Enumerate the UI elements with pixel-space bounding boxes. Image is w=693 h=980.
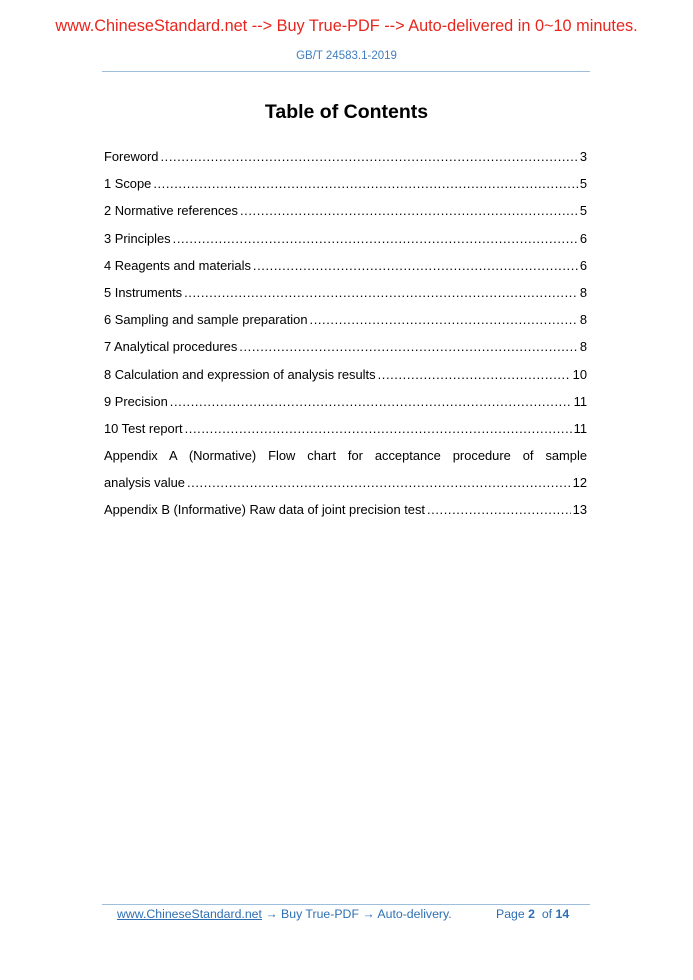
toc-entry-label: 5 Instruments: [104, 284, 183, 300]
toc-entry-reagents[interactable]: [104, 252, 587, 279]
toc-entry-principles[interactable]: [104, 225, 587, 252]
dot-leader: [184, 279, 578, 306]
toc-entry-label: 6 Sampling and sample preparation: [104, 312, 308, 328]
table-of-contents: [104, 143, 587, 524]
toc-entry-scope[interactable]: [104, 170, 587, 197]
toc-entry-page: 6: [579, 257, 587, 273]
dot-leader: [173, 225, 578, 252]
dot-leader: [239, 333, 578, 360]
toc-entry-appendix-a[interactable]: [104, 442, 587, 496]
toc-entry-continuation: [104, 469, 587, 496]
toc-entry-instruments[interactable]: [104, 279, 587, 306]
toc-entry-page: 8: [579, 312, 587, 328]
page-total: 14: [555, 907, 570, 921]
footer-site-link[interactable]: www.ChineseStandard.net: [117, 907, 262, 921]
footer-tagline: → Buy True-PDF → Auto-delivery.: [261, 907, 452, 921]
page-of: of: [541, 907, 553, 921]
promo-banner[interactable]: www.ChineseStandard.net --> Buy True-PDF --> Auto-delivered in 0~10 minutes.: [55, 17, 638, 35]
dot-leader: [153, 170, 578, 197]
toc-entry-sampling[interactable]: [104, 306, 587, 333]
toc-entry-label: 4 Reagents and materials: [104, 257, 251, 273]
toc-entry-label: 2 Normative references: [104, 203, 238, 219]
footer-divider: [102, 904, 590, 905]
toc-entry-page: 11: [573, 393, 587, 409]
toc-entry-page: 11: [573, 420, 587, 436]
dot-leader: [240, 197, 578, 224]
toc-entry-foreword[interactable]: [104, 143, 587, 170]
toc-entry-page: 12: [572, 475, 587, 491]
page-title: Table of Contents: [264, 101, 429, 123]
dot-leader: [427, 496, 571, 523]
toc-entry-normative-references[interactable]: [104, 197, 587, 224]
toc-entry-label: 1 Scope: [104, 176, 152, 192]
toc-entry-label: 9 Precision: [104, 393, 168, 409]
toc-entry-test-report[interactable]: [104, 415, 587, 442]
dot-leader: [310, 306, 578, 333]
toc-entry-appendix-b[interactable]: [104, 496, 587, 523]
toc-entry-page: 8: [579, 339, 587, 355]
toc-entry-label: 7 Analytical procedures: [104, 339, 238, 355]
toc-entry-label-line2: analysis value: [104, 475, 185, 491]
toc-entry-analytical-procedures[interactable]: [104, 333, 587, 360]
toc-entry-page: 3: [579, 149, 587, 164]
page-word: Page: [496, 907, 525, 921]
toc-entry-page: 13: [572, 502, 587, 518]
dot-leader: [253, 252, 578, 279]
page-footer: [117, 907, 570, 921]
toc-entry-page: 10: [572, 366, 587, 382]
header-divider: [102, 71, 590, 72]
toc-entry-precision[interactable]: [104, 388, 587, 415]
toc-entry-page: 5: [579, 176, 587, 192]
dot-leader: [170, 388, 572, 415]
dot-leader: [187, 469, 571, 496]
standard-code: GB/T 24583.1-2019: [296, 50, 397, 62]
toc-entry-page: 6: [579, 230, 587, 246]
toc-entry-label-line1: Appendix A (Normative) Flow chart for acceptance procedure of sample: [104, 448, 587, 464]
dot-leader: [378, 361, 571, 388]
page-current: 2: [528, 907, 535, 921]
toc-entry-label: 3 Principles: [104, 230, 171, 246]
toc-entry-calculation[interactable]: [104, 361, 587, 388]
toc-entry-label: Foreword: [104, 149, 159, 164]
toc-entry-label: 8 Calculation and expression of analysis results: [104, 366, 376, 382]
dot-leader: [160, 143, 577, 170]
toc-entry-page: 5: [579, 203, 587, 219]
toc-entry-label: Appendix B (Informative) Raw data of joint precision test: [104, 502, 425, 518]
page-indicator: [496, 907, 569, 921]
toc-entry-label: 10 Test report: [104, 420, 183, 436]
toc-entry-page: 8: [579, 284, 587, 300]
dot-leader: [185, 415, 572, 442]
